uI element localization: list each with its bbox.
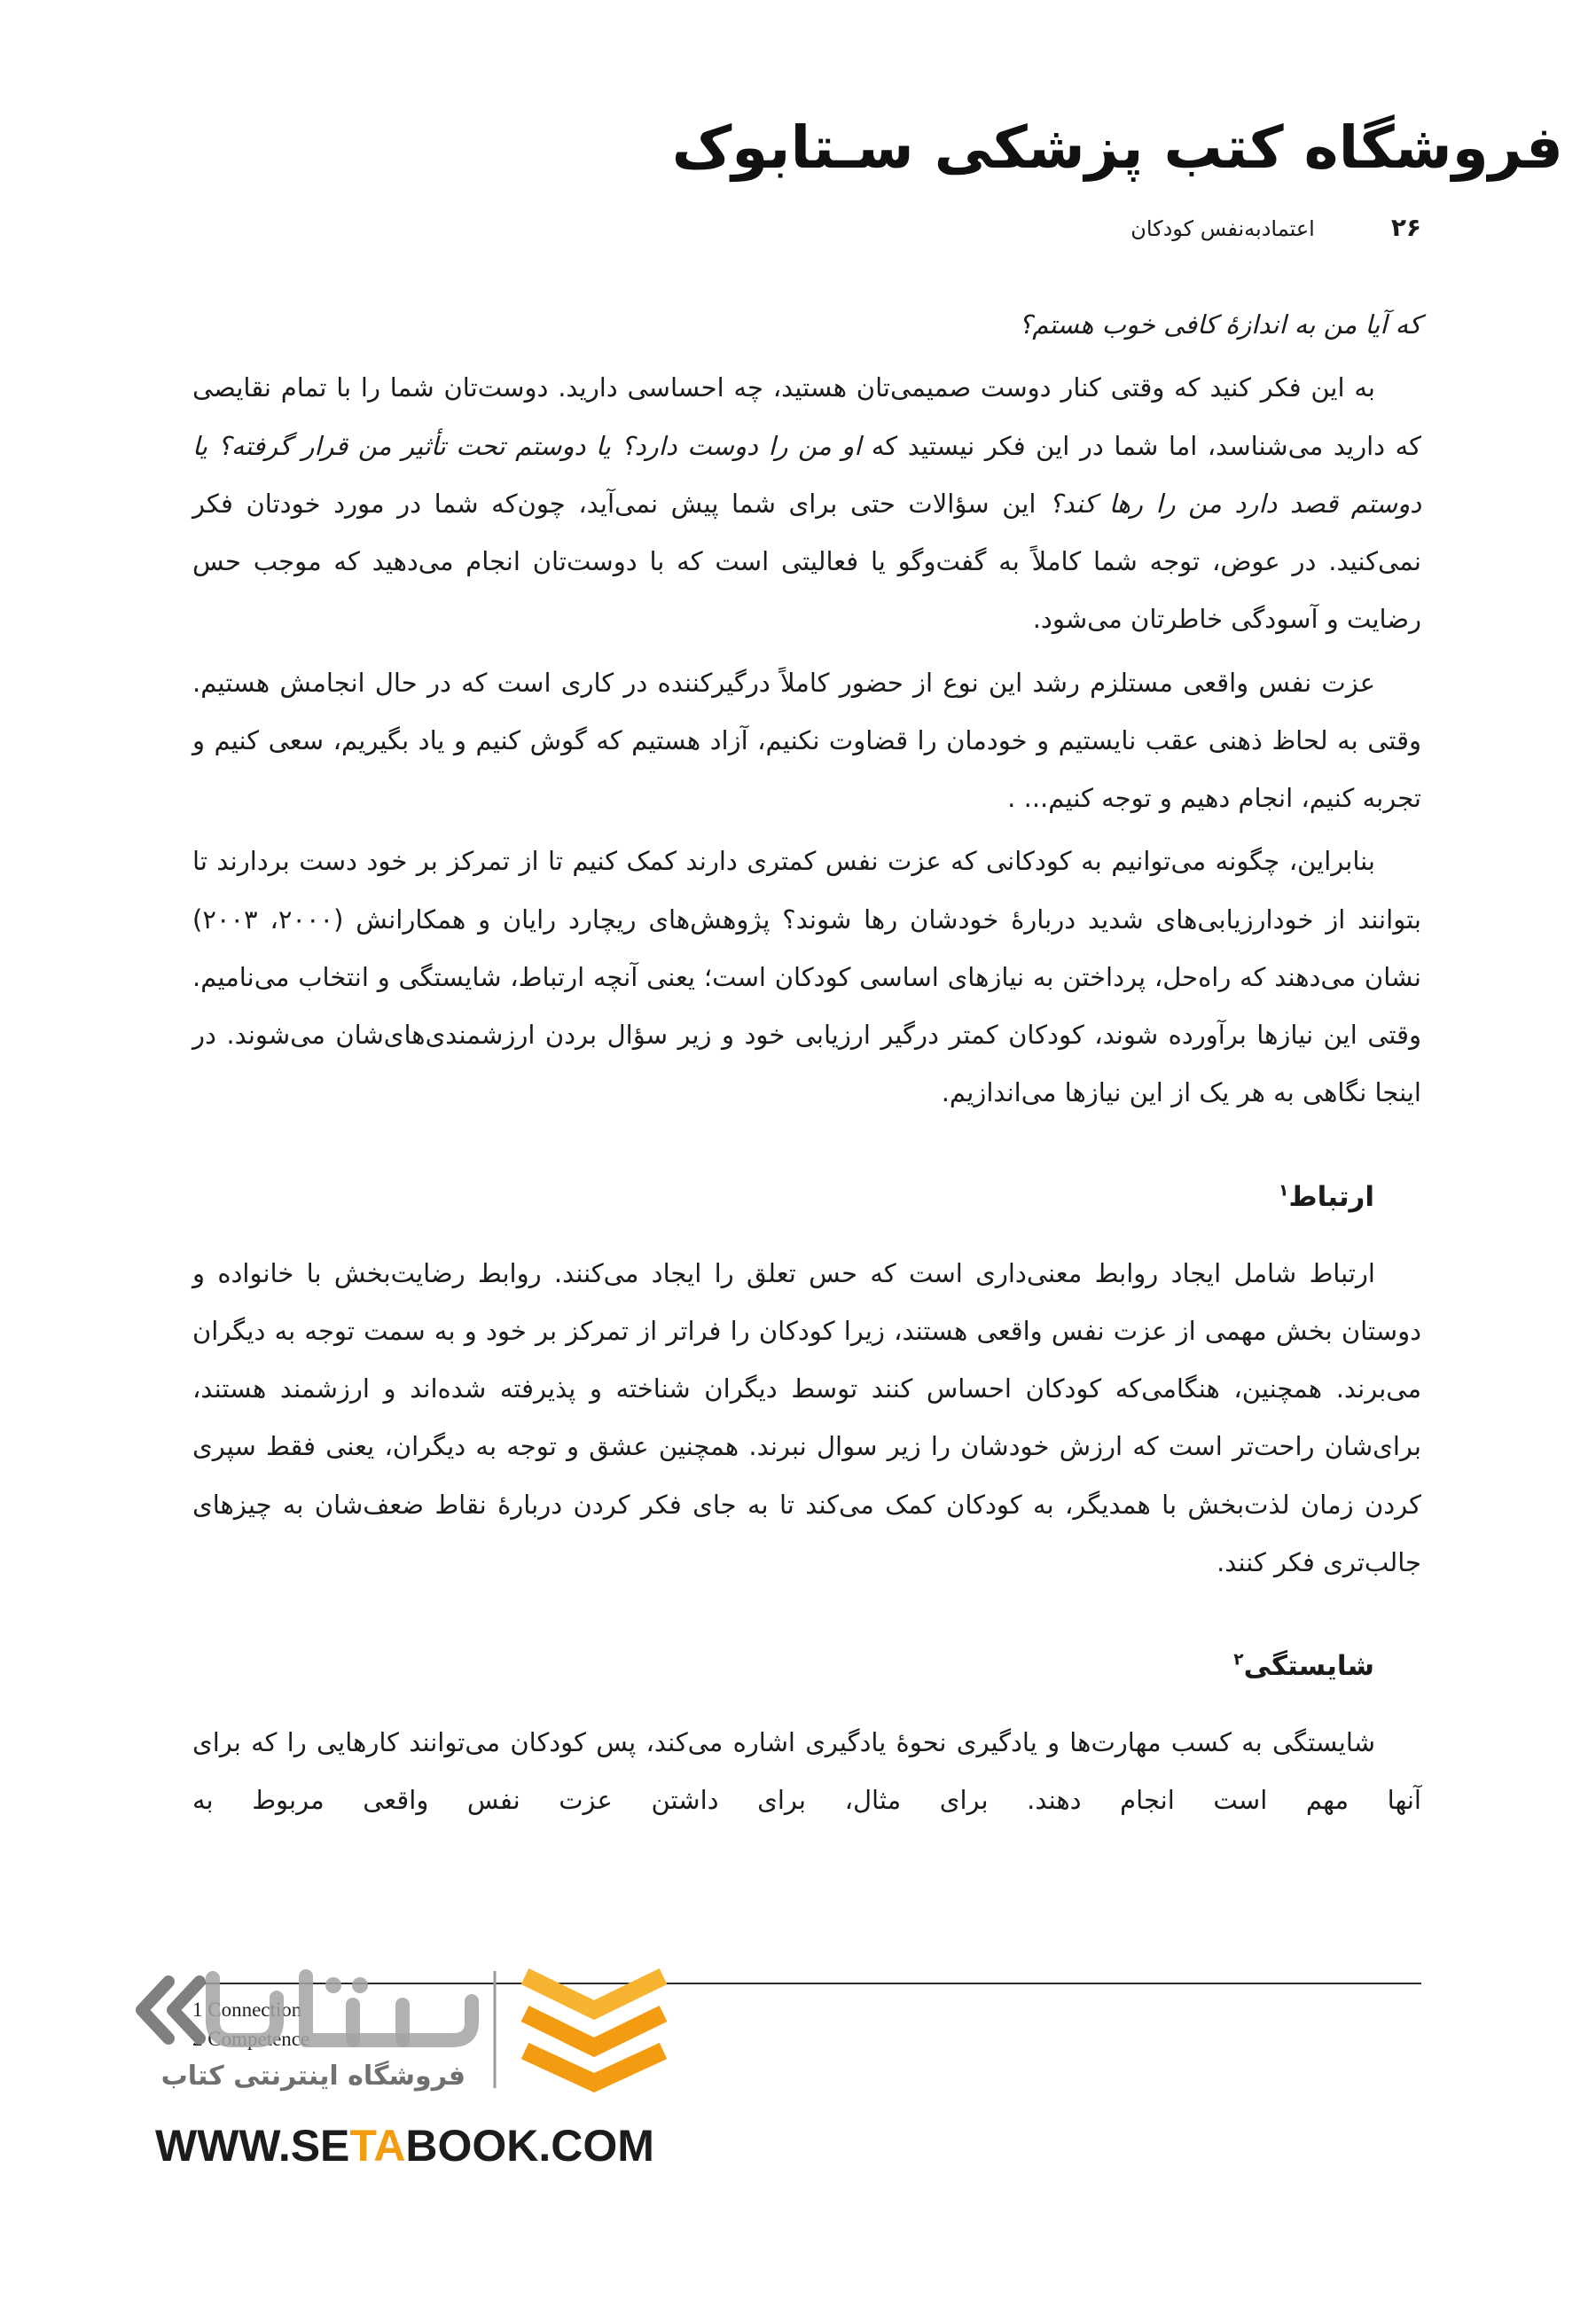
- continued-sentence: که آیا من به اندازۀ کافی خوب هستم؟: [1018, 309, 1421, 340]
- logo-wordmark: [213, 1976, 472, 2040]
- wordmark-dot-1: [325, 1977, 341, 1993]
- running-header: [1130, 213, 1421, 254]
- paragraph-competence: شایستگی به کسب مهارت‌ها و یادگیری نحوۀ یادگیری اشاره می‌کند، پس کودکان می‌توانند کارهایی را که برای آنها مهم است انجام دهند. برای مثال، برای داشتن عزت نفس واقعی مربوط به: [192, 1727, 1421, 1816]
- section-heading-connection: [192, 1169, 1421, 1225]
- paragraph-basic-needs: بنابراین، چگونه می‌توانیم به کودکانی که عزت نفس کمتری دارند کمک کنیم تا از تمرکز بر خود دست بردارند تا بتوانند از خودارزیابی‌های شدید دربارۀ خودشان رها شوند؟ پژوهش‌های ریچارد رایان و همکارانش (۲۰۰۰، ۲۰۰۳) نشان می‌دهند که راه‌حل، پرداختن به نیازهای اساسی کودکان است؛ یعنی آنچه ارتباط، شایستگی و انتخاب می‌نامیم. وقتی این نیازها برآورده شوند، کودکان کمتر درگیر ارزیابی خود و زیر سؤال بردن ارزشمندی‌های‌شان می‌شوند. در اینجا نگاهی به هر یک از این نیازها می‌اندازیم.: [192, 846, 1421, 1108]
- stacked-chevrons-book-icon: [525, 1976, 663, 2083]
- url-accent: TA: [349, 2121, 406, 2171]
- page-number: ۲۶: [1390, 213, 1421, 242]
- chevron-inner-icon: [173, 1982, 200, 2038]
- wordmark-dot-2: [352, 1977, 368, 1993]
- book-chevron-top: [525, 1976, 663, 2010]
- paragraph-true-self-esteem: عزت نفس واقعی مستلزم رشد این نوع از حضور کاملاً درگیرکننده در کاری است که در حال انجامش هستیم. وقتی به لحاظ ذهنی عقب نایستیم و خودمان را قضاوت نکنیم، آزاد هستیم که گوش کنیم و یاد بگیریم، سعی کنیم و تجربه کنیم، انجام دهیم و توجه کنیم... .: [192, 667, 1421, 813]
- footnote-2: 2 Competence: [192, 2028, 310, 2050]
- footnote-ref-2: ۲: [1233, 1650, 1244, 1670]
- url-prefix: WWW.SE: [155, 2121, 350, 2171]
- paragraph-text: این سؤالات حتی برای شما پیش نمی‌آید، چون‌که شما در مورد خودتان فکر نمی‌کنید. در عوض، توجه شما کاملاً به گفت‌وگو یا فعالیتی است که با دوست‌تان انجام می‌دهید که موجب حس رضایت و آسودگی خاطرتان می‌شود.: [192, 488, 1421, 635]
- section-heading-text: شایستگی: [1243, 1650, 1374, 1682]
- store-banner-title: فروشگاه کتب پزشکی سـتابوک: [671, 113, 1563, 182]
- paragraph-connection: ارتباط شامل ایجاد روابط معنی‌داری است که حس تعلق را ایجاد می‌کنند. روابط رضایت‌بخش با خانواده و دوستان بخش مهمی از عزت نفس واقعی هستند، زیرا کودکان را فراتر از تمرکز بر خود و به سمت توجه به دیگران می‌برند. همچنین، هنگامی‌که کودکان احساس کنند توسط دیگران شناخته و پذیرفته شده‌اند و ارزشمند هستند، برای‌شان راحت‌تر است که ارزش خودشان را زیر سوال نبرند. همچنین عشق و توجه به دیگران، یعنی فقط سپری کردن زمان لذت‌بخش با همدیگر، به کودکان کمک می‌کند تا به جای فکر کردن دربارۀ نقاط ضعف‌شان به چیزهای جالب‌تری فکر کنند.: [192, 1257, 1421, 1577]
- italic-questions: او من را دوست دارد؟ یا دوستم تحت تأثیر من قرار گرفته؟ یا دوستم قصد دارد من را رها کند؟: [192, 430, 1421, 519]
- page-body: [192, 296, 1421, 1835]
- running-book-title: اعتمادبه‌نفس کودکان: [1130, 216, 1315, 241]
- chevron-outer-icon: [142, 1982, 168, 2038]
- footnote-ref-1: ۱: [1279, 1181, 1289, 1201]
- paragraph-text: به این فکر کنید که وقتی کنار دوست صمیمی‌تان هستید، چه احساسی دارید. دوست‌تان شما را با تمام نقایصی که دارید می‌شناسد، اما شما در این فکر نیستید که: [192, 372, 1421, 461]
- wordmark-stroke-1: [213, 1978, 277, 2040]
- site-url: [155, 2117, 654, 2174]
- footnote-1: 1 Connection: [192, 1999, 302, 2021]
- section-heading-competence: [192, 1638, 1421, 1694]
- logo-tagline: فروشگاه اینترنتی کتاب: [160, 2061, 466, 2092]
- paragraph-friendship: [192, 359, 1421, 648]
- double-chevron-left-icon: [142, 1982, 200, 2038]
- section-heading-text: ارتباط: [1288, 1180, 1374, 1213]
- url-suffix: BOOK.COM: [405, 2121, 654, 2171]
